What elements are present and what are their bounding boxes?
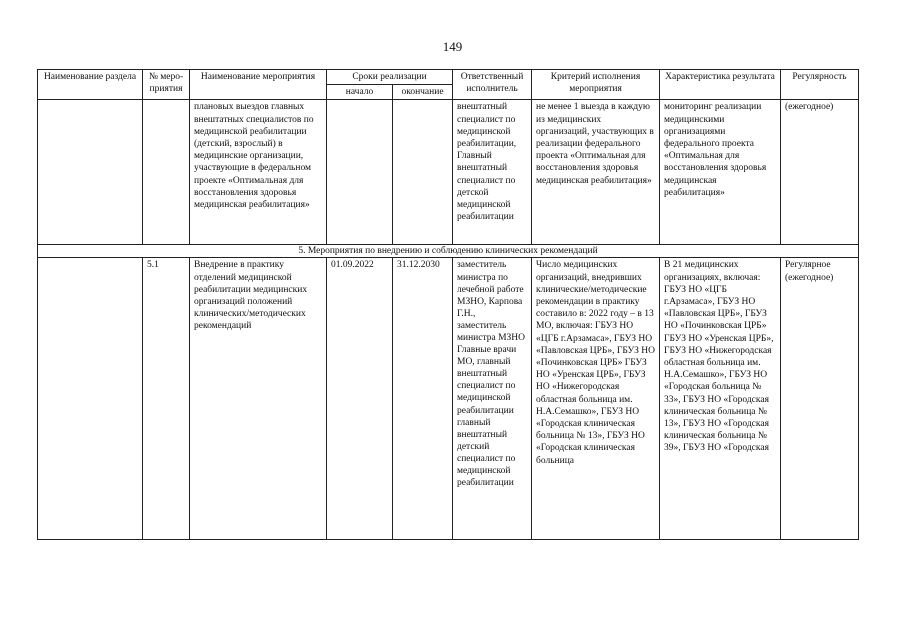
cell-section [38, 100, 143, 245]
cell-responsible: внештатный специалист по медицинской реабилитации, Главный внештатный специалист по детской медицинской реабилитации [453, 100, 532, 245]
cell-number: 5.1 [143, 258, 190, 540]
cell-start: 01.09.2022 [327, 258, 393, 540]
cell-result: В 21 медицинских организациях, включая: ГБУЗ НО «ЦГБ г.Арзамаса», ГБУЗ НО «Павловская ЦРБ», ГБУЗ НО «Починковская ЦРБ» ГБУЗ НО «Уренская ЦРБ», ГБУЗ НО «Нижегородская областная больница им. Н.А.Семашко», ГБУЗ НО «Городская больница № 33», ГБУЗ НО «Городская клиническая больница № 13», ГБУЗ НО «Городская клиническая больница № 39», ГБУЗ НО «Городская [660, 258, 781, 540]
header-criterion: Критерий исполнения мероприятия [532, 70, 660, 100]
header-activity-name: Наименование мероприятия [190, 70, 327, 100]
cell-regularity: (ежегодное) [781, 100, 859, 245]
header-responsible: Ответственный исполнитель [453, 70, 532, 100]
cell-result: мониторинг реализации медицинскими организациями федерального проекта «Оптимальная для восстановления здоровья медицинская реабилитация» [660, 100, 781, 245]
section-row [38, 245, 859, 258]
cell-end [393, 100, 453, 245]
cell-section [38, 258, 143, 540]
cell-criterion: не менее 1 выезда в каждую из медицинских организаций, участвующих в реализации федерального проекта «Оптимальная для восстановления здоровья медицинская реабилитация» [532, 100, 660, 245]
activities-table [37, 69, 859, 540]
header-section-name: Наименование раздела [38, 70, 143, 100]
header-activity-number: № меро-приятия [143, 70, 190, 100]
header-terms: Сроки реализации [327, 70, 453, 85]
header-end: окончание [393, 85, 453, 100]
header-start: начало [327, 85, 393, 100]
table-row [38, 258, 859, 540]
cell-start [327, 100, 393, 245]
cell-number [143, 100, 190, 245]
cell-activity: Внедрение в практику отделений медицинской реабилитации медицинских организаций положений клинических/методических рекомендаций [190, 258, 327, 540]
cell-activity: плановых выездов главных внештатных специалистов по медицинской реабилитации (детский, взрослый) в медицинские организации, участвующие в федеральном проекте «Оптимальная для восстановления здоровья медицинская реабилитация» [190, 100, 327, 245]
cell-end: 31.12.2030 [393, 258, 453, 540]
section-title: 5. Мероприятия по внедрению и соблюдению клинических рекомендаций [38, 245, 859, 258]
header-regularity: Регулярность [781, 70, 859, 100]
cell-criterion: Число медицинских организаций, внедривших клинические/методические рекомендации в практику составило в: 2022 году – в 13 МО, включая: ГБУЗ НО «ЦГБ г.Арзамаса», ГБУЗ НО «Павловская ЦРБ», ГБУЗ НО «Починковская ЦРБ» ГБУЗ НО «Уренская ЦРБ», ГБУЗ НО «Нижегородская областная больница им. Н.А.Семашко», ГБУЗ НО «Городская клиническая больница № 13», ГБУЗ НО «Городская клиническая больница [532, 258, 660, 540]
table-row [38, 100, 859, 245]
cell-responsible: заместитель министра по лечебной работе МЗНО, Карпова Г.Н., заместитель министра МЗНО Главные врачи МО, главный внештатный специалист по медицинской реабилитации главный внештатный детский специалист по медицинской реабилитации [453, 258, 532, 540]
header-result: Характеристика результата [660, 70, 781, 100]
page-number: 149 [442, 39, 463, 54]
cell-regularity: Регулярное (ежегодное) [781, 258, 859, 540]
